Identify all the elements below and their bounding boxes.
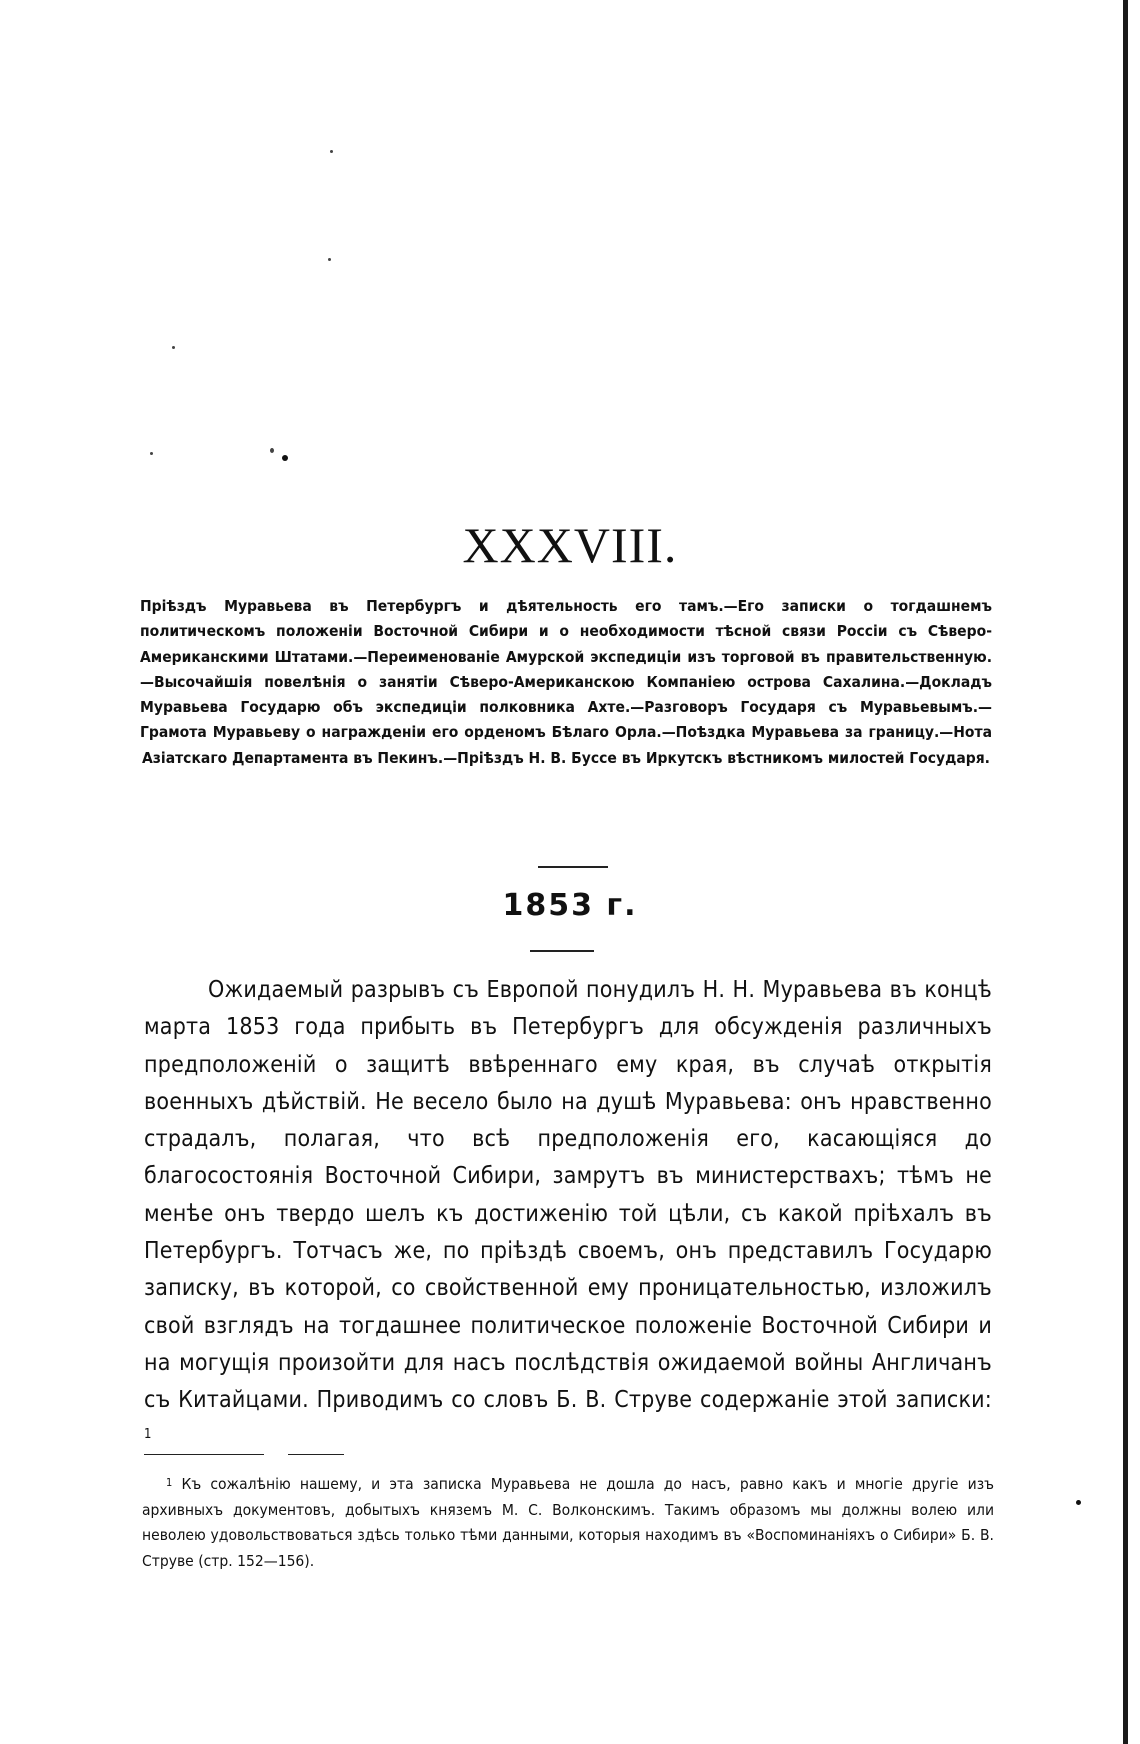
scan-speck [1076,1500,1081,1505]
chapter-summary: Пріѣздъ Муравьева въ Петербургъ и дѣятельность его тамъ.—Его записки о тогдашнемъ политическомъ положеніи Восточной Сибири и о необходимости тѣсной связи Россіи съ Сѣверо-Американскими Штатами.—Переименованіе Амурской экспедиціи изъ торговой въ правительственную.—Высочайшія повелѣнія о занятіи Сѣверо-Американскою Компаніею острова Сахалина.—Докладъ Муравьева Государю объ экспедиціи полковника Ахте.—Разговоръ Государя съ Муравьевымъ.—Грамота Муравьеву о награжденіи его орденомъ Бѣлаго Орла.—Поѣздка Муравьева за границу.—Нота Азіатскаго Департамента въ Пекинъ.—Пріѣздъ Н. В. Буссе въ Иркутскъ вѣстникомъ милостей Государя. [140,597,992,767]
chapter-number: XXXVIII. [462,517,678,573]
footnote-reference[interactable]: 1 [144,1426,152,1442]
scan-speck [172,346,175,349]
footnote-separator [288,1454,344,1455]
body-paragraph-text: Ожидаемый разрывъ съ Европой понудилъ Н. Н. Муравьева въ концѣ марта 1853 года прибыть въ Петербургъ для обсужденія различныхъ предположеній о защитѣ ввѣреннаго ему края, въ случаѣ открытія военныхъ дѣйствій. Не весело было на душѣ Муравьева: онъ нравственно страдалъ, полагая, что всѣ предположенія его, касающіяся до благосостоянія Восточной Сибири, замрутъ въ министерствахъ; тѣмъ не менѣе онъ твердо шелъ къ достиженію той цѣли, съ какой пріѣхалъ въ Петербургъ. Тотчасъ же, по пріѣздѣ своемъ, онъ представилъ Государю записку, въ которой, со свойственной ему проницательностью, изложилъ свой взглядъ на тогдашнее политическое положеніе Восточной Сибири и на могущія произойти для насъ послѣдствія ожидаемой войны Англичанъ съ Китайцами. Приводимъ со словъ Б. В. Струве содержаніе этой записки: [144,977,992,1414]
footnote [142,1472,994,1574]
divider-rule [530,950,594,952]
scan-speck [328,258,331,261]
scan-speck [282,455,288,461]
footnote-text: Къ сожалѣнію нашему, и эта записка Муравьева не дошла до насъ, равно какъ и многіе другіе изъ архивныхъ документовъ, добытыхъ княземъ М. С. Волконскимъ. Такимъ образомъ мы должны волею или неволею удовольствоваться здѣсь только тѣми данными, которыя находимъ въ «Воспоминаніяхъ о Сибири» Б. В. Струве (стр. 152—156). [142,1475,994,1570]
page-edge-shadow [1123,0,1128,1744]
footnote-separator [144,1454,264,1455]
year-heading: 1853 г. [502,888,638,923]
divider-rule [538,866,608,868]
scan-speck [150,452,153,455]
scan-speck [270,448,274,453]
body-paragraph [144,972,992,1457]
scan-speck [330,150,333,153]
footnote-mark: 1 [166,1476,173,1489]
